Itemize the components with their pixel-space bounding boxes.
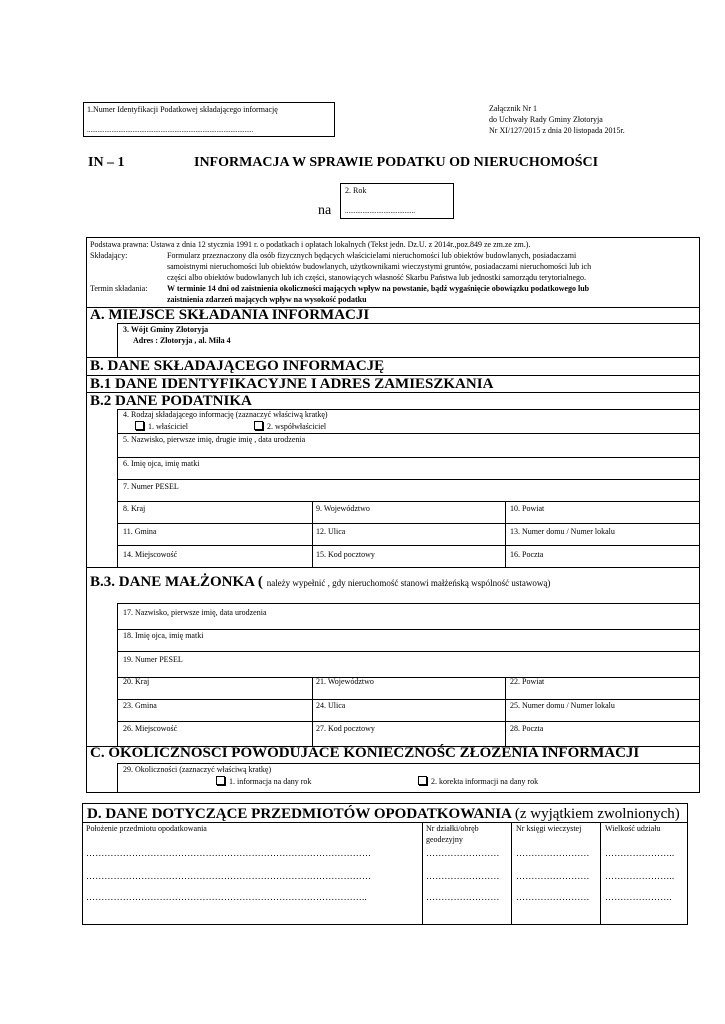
row-1-plot[interactable]: …………………… xyxy=(426,848,500,858)
row-2-register[interactable]: …………………… xyxy=(516,871,590,881)
row-3-share[interactable]: …………………. xyxy=(605,892,672,902)
field-22[interactable]: 22. Powiat xyxy=(510,677,545,686)
divider xyxy=(312,501,313,567)
divider xyxy=(117,603,700,604)
year-label: 2. Rok xyxy=(345,186,367,195)
section-c-title: C. OKOLICZNOSCI POWODUJACE KONIECZNOŚC ZŁOZENIA INFORMACJI xyxy=(90,745,640,761)
row-1-share[interactable]: ………………….. xyxy=(605,848,675,858)
row-1-location[interactable]: ………………………………………………………………………………… xyxy=(86,848,372,858)
checkbox-correction-label: 2. korekta informacji na dany rok xyxy=(431,777,539,786)
field-7[interactable]: 7. Numer PESEL xyxy=(123,482,179,491)
field-13[interactable]: 13. Numer domu / Numer lokalu xyxy=(510,527,615,536)
checkbox-coowner-label: 2. współwłaściciel xyxy=(267,422,327,431)
divider xyxy=(117,545,700,546)
section-d-title-note: (z wyjątkiem zwolnionych) xyxy=(514,806,680,822)
col-location-header: Położenie przedmiotu opodatkowania xyxy=(86,824,207,833)
divider xyxy=(117,651,700,652)
col-share-header: Wielkość udziału xyxy=(605,824,661,833)
checkbox-icon[interactable] xyxy=(254,421,263,430)
field-23[interactable]: 23. Gmina xyxy=(123,701,157,710)
divider xyxy=(117,721,700,722)
submitter-line-2: samoistnymi nieruchomości lub obiektów budowlanych, użytkownikami wieczystymi gruntów, posiadaczami nieruchomości lub ich xyxy=(167,262,592,271)
deadline-label: Termin składania: xyxy=(90,284,148,293)
field-19[interactable]: 19. Numer PESEL xyxy=(123,655,183,664)
field-24[interactable]: 24. Ulica xyxy=(316,701,346,710)
divider xyxy=(117,699,700,700)
divider xyxy=(117,763,118,793)
field-18[interactable]: 18. Imię ojca, imię matki xyxy=(123,631,204,640)
checkbox-correction[interactable] xyxy=(418,776,538,787)
field-15[interactable]: 15. Kod pocztowy xyxy=(316,550,375,559)
col-plot-header-1: Nr działki/obręb xyxy=(426,824,479,833)
field-14[interactable]: 14. Miejscowość xyxy=(123,550,178,559)
nip-box xyxy=(83,102,335,137)
legal-basis: Podstawa prawna: Ustawa z dnia 12 stycznia 1991 r. o podatkach i opłatach lokalnych (Tekst jedn. Dz.U. z 2014r.,poz.849 ze zm.ze zm.). xyxy=(90,240,531,249)
row-1-register[interactable]: …………………… xyxy=(516,848,590,858)
divider xyxy=(117,523,700,524)
checkbox-icon[interactable] xyxy=(418,776,427,785)
field-26[interactable]: 26. Miejscowość xyxy=(123,724,178,733)
submitter-line-1: Formularz przeznaczony dla osób fizycznych będących właścicielami nieruchomości lub obiektów budowlanych, posiadaczami xyxy=(167,251,577,260)
field-9[interactable]: 9. Województwo xyxy=(316,504,370,513)
divider xyxy=(117,479,700,480)
checkbox-annual-label: 1. informacja na dany rok xyxy=(229,777,312,786)
divider xyxy=(312,677,313,746)
field-12[interactable]: 12. Ulica xyxy=(316,527,346,536)
field-28[interactable]: 28. Poczta xyxy=(510,724,544,733)
divider xyxy=(505,501,506,567)
deadline-line-2: zaistnienia zdarzeń mających wpływ na wysokość podatku xyxy=(167,295,367,304)
col-register-header: Nr księgi wieczystej xyxy=(516,824,582,833)
checkbox-icon[interactable] xyxy=(135,421,144,430)
section-a-title: A. MIEJSCE SKŁADANIA INFORMACJI xyxy=(90,307,370,323)
divider xyxy=(117,501,700,502)
divider xyxy=(117,323,118,357)
divider xyxy=(117,677,700,678)
row-3-plot[interactable]: …………………… xyxy=(426,892,500,902)
divider xyxy=(117,763,700,764)
checkbox-annual[interactable] xyxy=(216,776,311,787)
section-d-title xyxy=(87,806,680,823)
annex-line-2: do Uchwały Rady Gminy Złotoryja xyxy=(489,115,603,124)
section-b3-title-text: B.3. DANE MAŁŻONKA ( xyxy=(90,574,263,590)
na-label: na xyxy=(318,203,332,218)
field-25[interactable]: 25. Numer domu / Numer lokalu xyxy=(510,701,615,710)
row-3-register[interactable]: …………………… xyxy=(516,892,590,902)
divider xyxy=(505,677,506,746)
field-21[interactable]: 21. Województwo xyxy=(316,677,374,686)
divider xyxy=(82,822,688,823)
deadline-line-1: W terminie 14 dni od zaistnienia okoliczności mających wpływ na powstanie, bądź wygaśnięcie obowiązku podatkowego lub xyxy=(167,284,590,293)
field-5[interactable]: 5. Nazwisko, pierwsze imię, drugie imię , data urodzenia xyxy=(123,435,306,444)
submitter-line-3: części albo obiektów budowlanych lub ich części, stanowiących własność Skarbu Państwa lub jednostki samorządu terytorialnego. xyxy=(167,273,586,282)
divider xyxy=(117,433,700,434)
field-20[interactable]: 20. Kraj xyxy=(123,677,150,686)
field-8[interactable]: 8. Kraj xyxy=(123,504,146,513)
divider xyxy=(511,822,512,925)
checkbox-owner[interactable] xyxy=(135,421,188,432)
section-b3-title xyxy=(90,574,550,592)
field-6[interactable]: 6. Imię ojca, imię matki xyxy=(123,459,200,468)
submitter-label: Składający: xyxy=(90,251,128,260)
divider xyxy=(117,603,118,746)
row-3-location[interactable]: ……………………………………………………………………………….. xyxy=(86,892,367,902)
checkbox-coowner[interactable] xyxy=(254,421,326,432)
year-box xyxy=(340,183,454,219)
field-29-label: 29. Okoliczności (zaznaczyć właściwą kratkę) xyxy=(123,765,272,774)
section-b3-note: należy wypełnić , gdy nieruchomość stanowi małżeńską wspólność ustawową) xyxy=(266,578,551,588)
field-27[interactable]: 27. Kod pocztowy xyxy=(316,724,375,733)
annex-line-3: Nr XI/127/2015 z dnia 20 listopada 2015r. xyxy=(489,126,625,135)
section-b2-title: B.2 DANE PODATNIKA xyxy=(90,393,252,409)
nip-input[interactable]: ............................................................................................... xyxy=(87,126,254,134)
annex-line-1: Załącznik Nr 1 xyxy=(489,104,537,113)
field-11[interactable]: 11. Gmina xyxy=(123,527,157,536)
divider xyxy=(117,629,700,630)
col-plot-header-2: geodezyjny xyxy=(426,835,463,844)
divider xyxy=(600,822,601,925)
nip-label: 1.Numer Identyfikacji Podatkowej składającego informację xyxy=(87,105,278,114)
divider xyxy=(86,567,700,568)
section-d-title-text: D. DANE DOTYCZĄCE PRZEDMIOTÓW OPODATKOWANIA xyxy=(87,806,512,822)
year-input[interactable]: ........................................ xyxy=(345,207,415,215)
section-a-office: 3. Wójt Gminy Złotoryja xyxy=(123,325,209,334)
field-4-label: 4. Rodzaj składającego informację (zaznaczyć właściwą kratkę) xyxy=(123,410,328,419)
divider xyxy=(117,457,700,458)
section-a-address: Adres : Złotoryja , al. Miła 4 xyxy=(133,336,231,345)
section-b-title: B. DANE SKŁADAJĄCEGO INFORMACJĘ xyxy=(90,358,385,374)
field-10[interactable]: 10. Powiat xyxy=(510,504,545,513)
row-2-location[interactable]: ………………………………………………………………………………… xyxy=(86,871,372,881)
field-17[interactable]: 17. Nazwisko, pierwsze imię, data urodzenia xyxy=(123,608,267,617)
divider xyxy=(422,822,423,925)
section-b1-title: B.1 DANE IDENTYFIKACYJNE I ADRES ZAMIESZKANIA xyxy=(90,376,494,392)
form-code: IN – 1 xyxy=(88,155,125,170)
checkbox-owner-label: 1. właściciel xyxy=(148,422,188,431)
row-2-plot[interactable]: …………………… xyxy=(426,871,500,881)
row-2-share[interactable]: ………………….. xyxy=(605,871,675,881)
checkbox-icon[interactable] xyxy=(216,776,225,785)
divider xyxy=(117,323,700,324)
page-title: INFORMACJA W SPRAWIE PODATKU OD NIERUCHOMOŚCI xyxy=(194,155,599,170)
field-16[interactable]: 16. Poczta xyxy=(510,550,544,559)
